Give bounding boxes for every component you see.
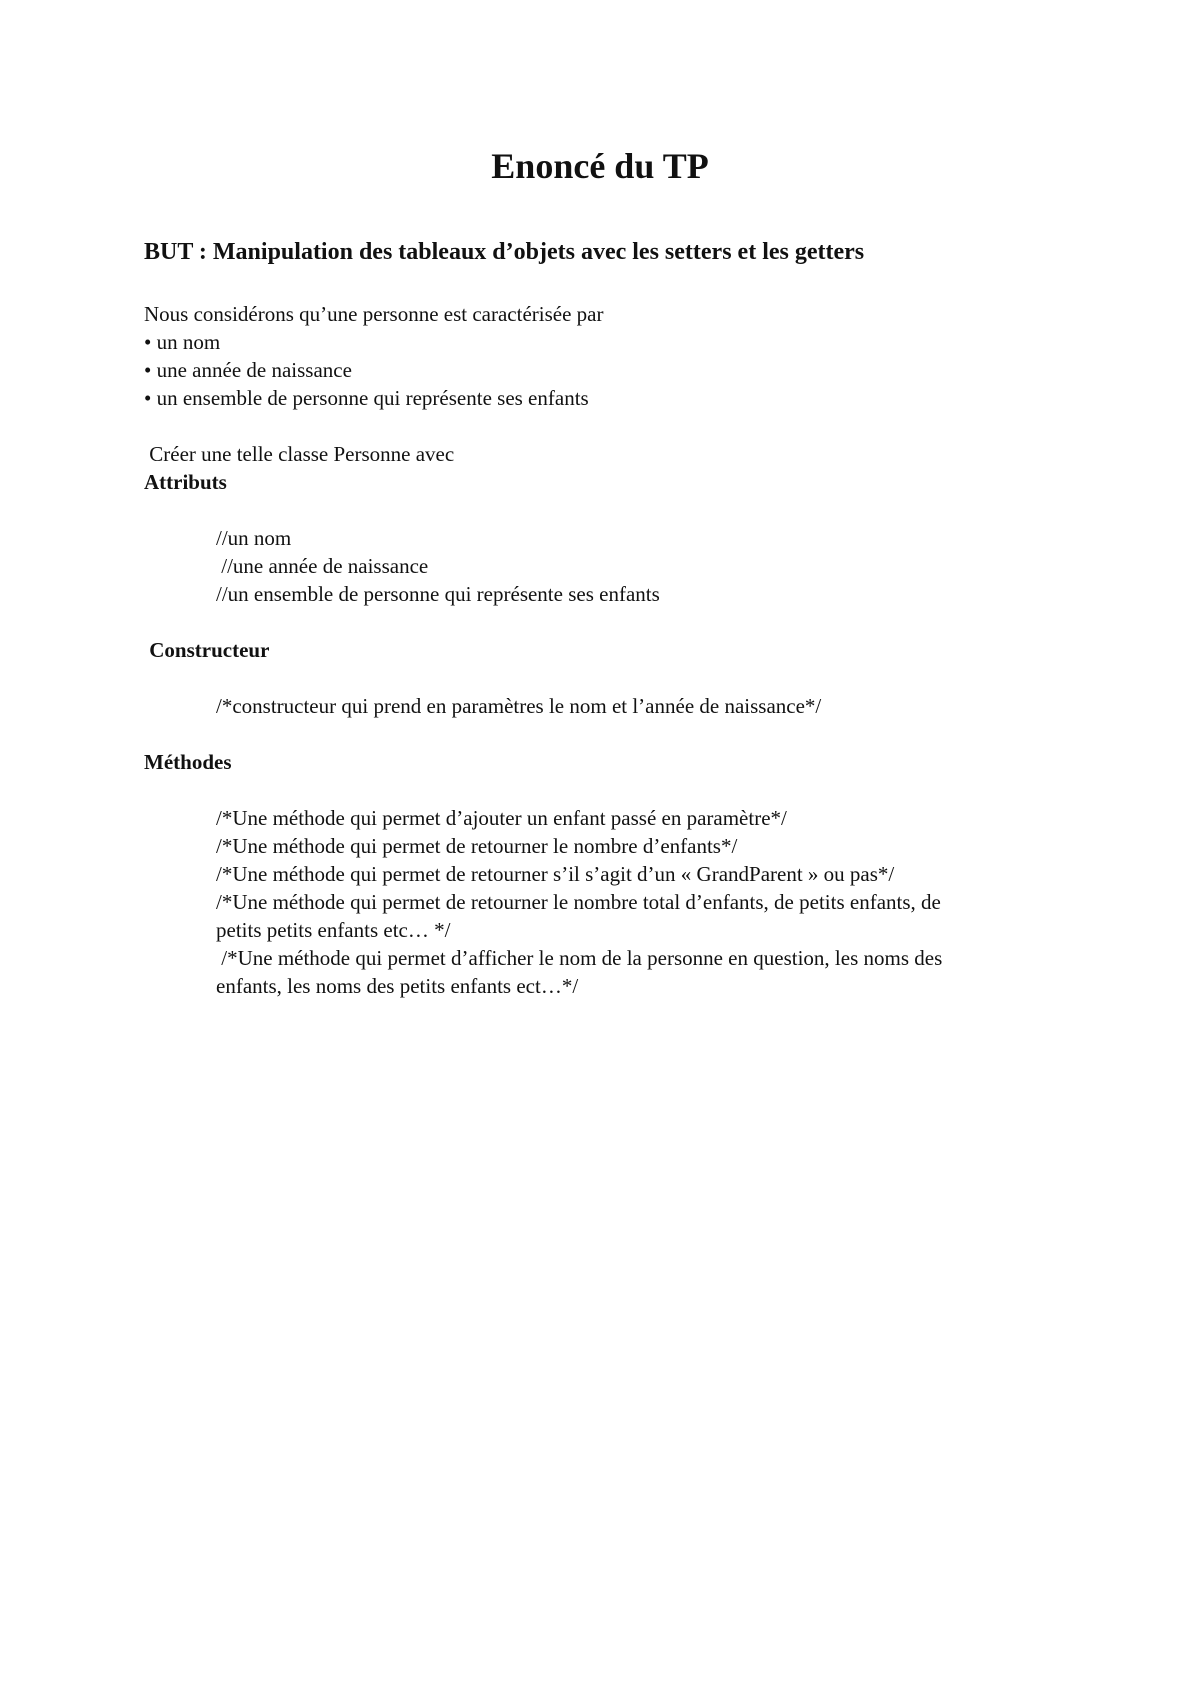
bullet-item: • un nom xyxy=(144,330,221,354)
methode-item: /*Une méthode qui permet de retourner le nombre total d’enfants, de petits enfants, de xyxy=(216,890,941,914)
constructeur-heading: Constructeur xyxy=(144,638,270,662)
constructeur-item: /*constructeur qui prend en paramètres le nom et l’année de naissance*/ xyxy=(216,694,822,718)
attributs-heading: Attributs xyxy=(144,470,227,494)
attribut-item: //un nom xyxy=(216,526,292,550)
attribut-item: //une année de naissance xyxy=(216,554,429,578)
attribut-item: //un ensemble de personne qui représente ses enfants xyxy=(216,582,660,606)
document-subtitle: BUT : Manipulation des tableaux d’objets avec les setters et les getters xyxy=(144,239,865,265)
bullet-item: • un ensemble de personne qui représente ses enfants xyxy=(144,386,589,410)
document-title: Enoncé du TP xyxy=(491,146,709,186)
methodes-heading: Méthodes xyxy=(144,750,232,774)
methode-item: /*Une méthode qui permet de retourner le nombre d’enfants*/ xyxy=(216,834,738,858)
methode-item: /*Une méthode qui permet d’ajouter un enfant passé en paramètre*/ xyxy=(216,806,787,830)
methode-item: petits petits enfants etc… */ xyxy=(216,918,451,942)
intro-text: Nous considérons qu’une personne est caractérisée par xyxy=(144,302,604,326)
create-class-text: Créer une telle classe Personne avec xyxy=(144,442,455,466)
bullet-item: • une année de naissance xyxy=(144,358,352,382)
methode-item: enfants, les noms des petits enfants ect…*/ xyxy=(216,974,579,998)
methode-item: /*Une méthode qui permet de retourner s’il s’agit d’un « GrandParent » ou pas*/ xyxy=(216,862,895,886)
methode-item: /*Une méthode qui permet d’afficher le nom de la personne en question, les noms des xyxy=(216,946,943,970)
